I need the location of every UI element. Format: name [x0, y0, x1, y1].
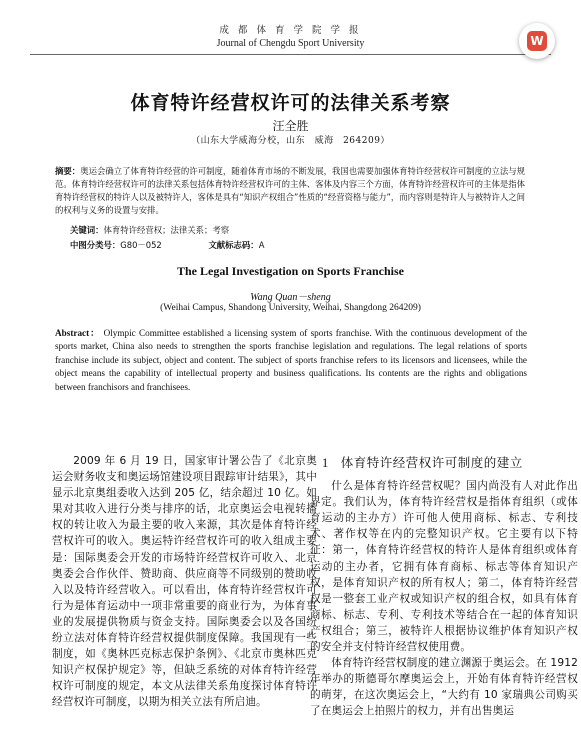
header-divider [30, 54, 551, 55]
body-paragraph: 体育特许经营权制度的建立渊源于奥运会。在 1912 年举办的斯德哥尔摩奥运会上，开始有体育特许经营权的萌芽，在这次奥运会上，“大约有 10 家瑞典公司购买了在奥运会上拍照片的权力，并有出售奥运 [310, 657, 578, 718]
body-paragraph: 什么是体育特许经营权呢？国内尚没有人对此作出界定。我们认为，体育特许经营权是指体育组织（或体育运动的主办方）许可他人使用商标、标志、专利技术、著作权等在内的完整知识产权。它主要有以下特征：第一，体育特许经营权的特许人是体育组织或体育运动的主办者，它拥有体育商标、标志等体育知识产权，是体育知识产权的所有权人；第二，体育特许经营权是一整套工业产权或知识产权的组合权，如具有体育商标、标志、专利、专利技术等结合在一起的体育知识产权组合；第三，被特许人根据协议维护体育知识产权的安全并支付特许经营权使用费。 [310, 480, 578, 654]
body-column-right [310, 453, 578, 720]
body-column-left [52, 453, 317, 711]
section-number: 1 [322, 456, 329, 470]
abstract-text-en: Olympic Committee established a licensing system of sports franchise. With the continuous development of the sports market, China also needs to strengthen the sports franchise legislation and regulations. The legal relations of sports franchise include its subject, object and content. The subject of sports franchise refers to its licensors and licensees, while the object means the capability of intellectual property and business qualifications. Its contents are the rights and obligations between franchisors and franchisees. [55, 328, 527, 392]
author-cn: 汪全胜 [272, 119, 309, 133]
abstract-cn [55, 165, 525, 217]
keywords-text: 体育特许经营权；法律关系；考察 [103, 225, 230, 235]
classification-row [70, 239, 530, 252]
author-en: Wang Quan－sheng [250, 292, 331, 303]
section-heading [322, 455, 578, 471]
affiliation-cn: （山东大学威海分校，山东 威海 264209） [191, 136, 390, 146]
paper-title-en: The Legal Investigation on Sports Franchise [176, 264, 404, 278]
abstract-en [55, 327, 527, 394]
keywords-cn [70, 224, 530, 237]
floating-app-button[interactable] [519, 23, 555, 59]
keywords-label: 关键词： [70, 225, 104, 235]
document-code: 文献标志码：A [208, 240, 265, 250]
affiliation-en: (Weihai Campus, Shandong University, Weihai, Shangdong 264209) [160, 303, 421, 313]
abstract-label-cn: 摘要： [55, 166, 81, 176]
journal-name-en: Journal of Chengdu Sport University [216, 38, 365, 49]
paper-title-cn: 体育特许经营权许可的法律关系考察 [130, 92, 451, 114]
abstract-label-en: Abstract： [55, 328, 101, 338]
section-title: 体育特许经营权许可制度的建立 [340, 455, 523, 470]
journal-name-cn: 成 都 体 育 学 院 学 报 [219, 25, 362, 36]
app-logo-icon: W [527, 31, 547, 51]
class-number: 中图分类号：G80－052 [70, 240, 162, 250]
abstract-text-cn: 奥运会确立了体育特许经营的许可制度，随着体育市场的不断发展，我国也需要加强体育特许经营权许可制度的立法与规范。体育特许经营权许可的法律关系包括体育特许经营权许可的主体、客体及内容三个方面，体育特许经营权许可的主体是指体育特许经营权的特许人以及被特许人，客体是具有“知识产权组合”性质的“经营资格与能力”，而内容则是特许人与被特许人之间的权利与义务的设置与安排。 [55, 166, 526, 215]
intro-paragraph: 2009 年 6 月 19 日，国家审计署公告了《北京奥运会财务收支和奥运场馆建设项目跟踪审计结果》，其中显示北京奥组委收入达到 205 亿，结余超过 10 亿。如果对其收入进行分类与排序的话，北京奥运会电视转播权的转让收入为最主要的收入来源，其次是体育特许经营权许可的收入。奥运特许经营权许可的收入组成主要是：国际奥委会开发的市场特许经营权许可收入、北京奥委会合作伙伴、赞助商、供应商等不同级别的赞助收入以及特许经营收入。可以看出，体育特许经营权许可行为是体育运动中一项非常重要的商业行为，为体育事业的发展提供物质与资金支持。国际奥委会以及各国纷纷立法对体育特许经营权提供制度保障。我国现有一些制度，如《奥林匹克标志保护条例》、《北京市奥林匹克知识产权保护规定》等，但缺乏系统的对体育特许经营权许可制度的规定，本文从法律关系角度探讨体育特许经营权许可制度，以期为相关立法有所启迪。 [52, 455, 317, 709]
